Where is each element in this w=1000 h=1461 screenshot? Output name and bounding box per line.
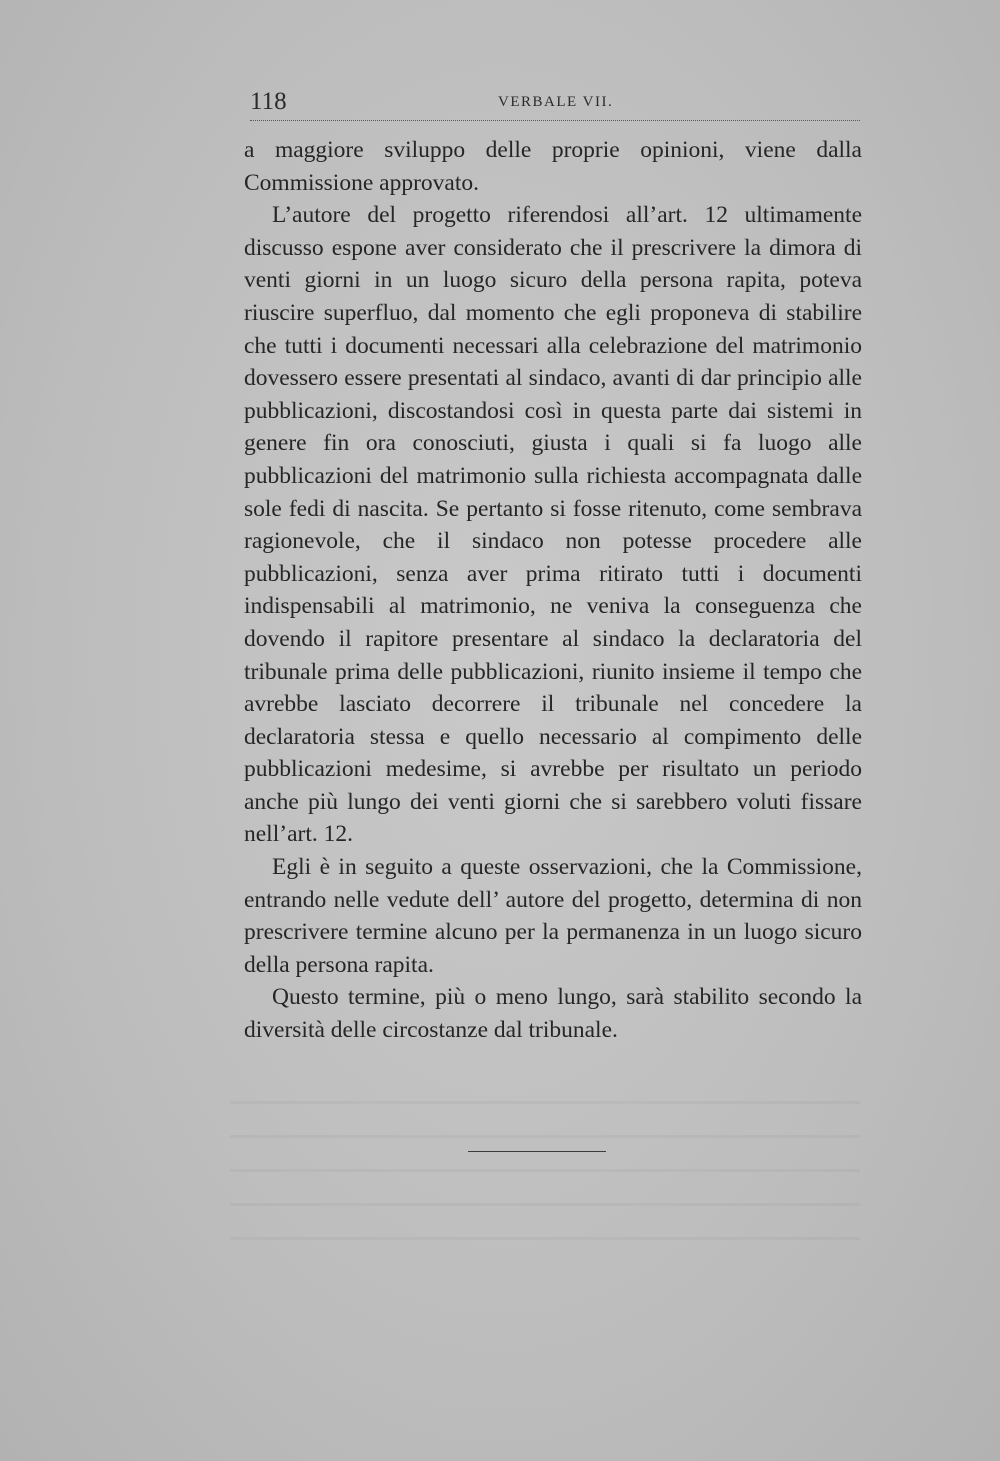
paragraph-continuation: a maggiore sviluppo delle proprie opinioni, viene dalla Commissione approvato.: [244, 137, 862, 196]
running-head: VERBALE VII.: [498, 94, 614, 110]
page-header: [250, 88, 860, 121]
paragraph-termine: Questo termine, più o meno lungo, sarà stabilito secondo la diversità delle circostanze dal tribunale.: [244, 984, 862, 1044]
section-end-rule: [468, 1151, 606, 1152]
body-text: [244, 134, 862, 1047]
paragraph-autore-progetto: L’autore del progetto riferendosi all’art. 12 ultimamente discusso espone aver considerato che il prescrivere la dimora di venti giorni in un luogo sicuro della persona rapita, poteva riuscire superfluo, dal momento che egli proponeva di stabilire che tutti i documenti necessari alla celebrazione del matrimonio dovessero essere presentati al sindaco, avanti di dar principio alle pubblicazioni, discostandosi così in questa parte dai sistemi in genere fin ora conosciuti, giusta i quali si fa luogo alle pubblicazioni del matrimonio sulla richiesta accompagnata dalle sole fedi di nascita. Se pertanto si fosse ritenuto, come sembrava ragionevole, che il sindaco non potesse procedere alle pubblicazioni, senza aver prima ritirato tutti i documenti indispensabili al matrimonio, ne veniva la conseguenza che dovendo il rapitore presentare al sindaco la declaratoria del tribunale prima delle pubblicazioni, riunito insieme il tempo che avrebbe lasciato decorrere il tribunale nel concedere la declaratoria stessa e quello necessario al compimento delle pubblicazioni medesime, si avrebbe per risultato un periodo anche più lungo dei venti giorni che si sarebbero voluti fissare nell’art. 12.: [244, 202, 862, 848]
paragraph-osservazioni: Egli è in seguito a queste osservazioni, che la Commissione, entrando nelle vedute dell’ autore del progetto, determina di non prescrivere termine alcuno per la permanenza in un luogo sicuro della persona rapita.: [244, 854, 862, 978]
page-number: 118: [250, 88, 287, 115]
